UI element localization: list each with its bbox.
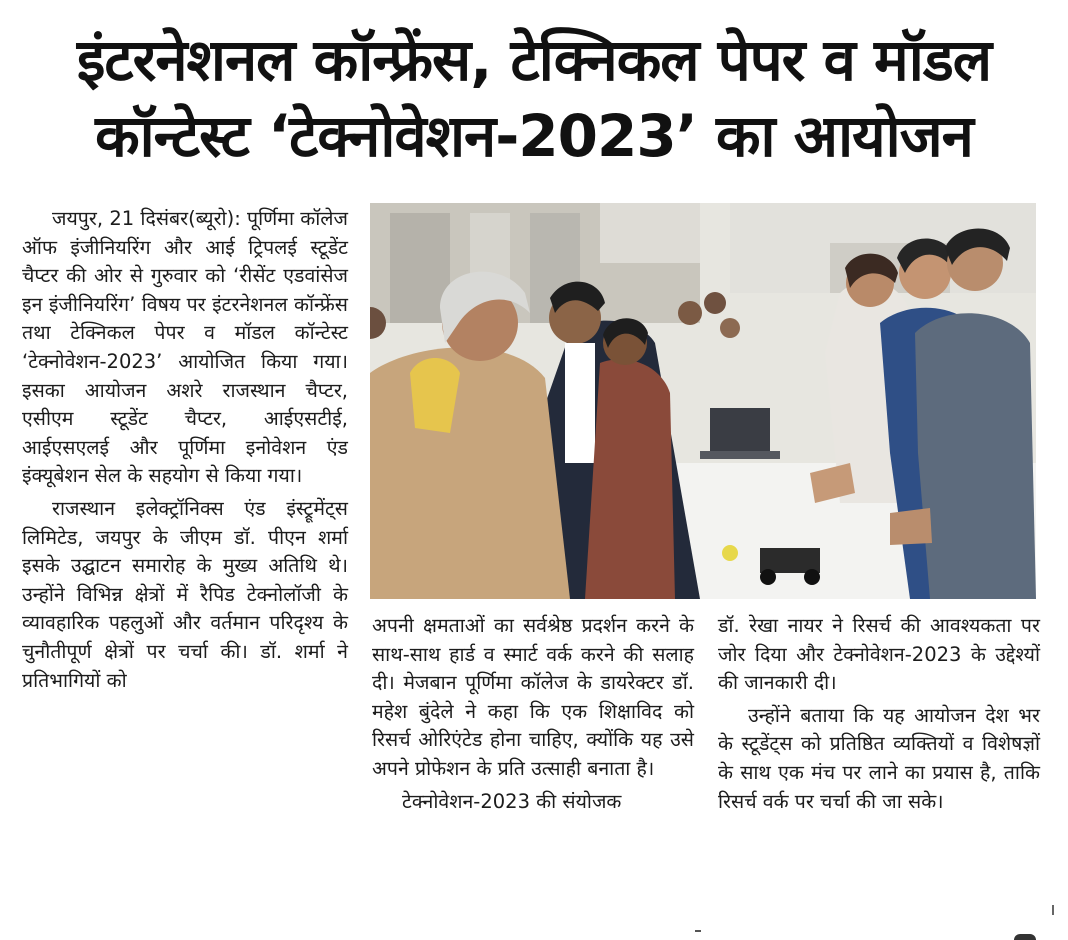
headline [0, 22, 1068, 174]
column-rule [1052, 905, 1054, 915]
headline-line-1: इंटरनेशनल कॉन्फ्रेंस, टेक्निकल पेपर व मॉडल [76, 26, 992, 94]
corner-mark [1014, 934, 1036, 940]
article-paragraph: राजस्थान इलेक्ट्रॉनिक्स एंड इंस्ट्रूमेंट्स लिमिटेड, जयपुर के जीएम डॉ. पीएन शर्मा इसके उद्घाटन समारोह के मुख्य अतिथि थे। उन्होंने विभिन्न क्षेत्रों में रैपिड टेक्नोलॉजी के व्यावहारिक पहलुओं और वर्तमान परिदृश्य के चुनौतीपूर्ण क्षेत्रों पर चर्चा की। डॉ. शर्मा ने प्रतिभागियों को [22, 496, 348, 692]
headline-line-2: कॉन्टेस्ट ‘टेक्नोवेशन-2023’ का आयोजन [95, 102, 973, 170]
page-mark [695, 930, 701, 932]
article-paragraph: डॉ. रेखा नायर ने रिसर्च की आवश्यकता पर जोर दिया और टेक्नोवेशन-2023 के उद्देश्यों की जानकारी दी। [718, 614, 1040, 695]
event-photo-illustration [370, 203, 1036, 599]
article-column-3 [718, 612, 1040, 816]
article-column-2 [372, 612, 694, 816]
event-photo [370, 203, 1036, 599]
article-paragraph: उन्होंने बताया कि यह आयोजन देश भर के स्टूडेंट्स को प्रतिष्ठित व्यक्तियों व विशेषज्ञों के साथ एक मंच पर लाने का प्रयास है, ताकि रिसर्च वर्क पर चर्चा की जा सके। [718, 703, 1040, 813]
article-paragraph: टेक्नोवेशन-2023 की संयोजक [402, 789, 622, 813]
article-column-1 [22, 205, 348, 695]
article-paragraph: जयपुर, 21 दिसंबर(ब्यूरो): पूर्णिमा कॉलेज ऑफ इंजीनियरिंग और आई ट्रिपलई स्टूडेंट चैप्टर की ओर से गुरुवार को ‘रीसेंट एडवांसेज इन इंजीनियरिंग’ विषय पर इंटरनेशनल कॉन्फ्रेंस तथा टेक्निकल पेपर व मॉडल कॉन्टेस्ट ‘टेक्नोवेशन-2023’ आयोजित किया गया। इसका आयोजन अशरे राजस्थान चैप्टर, एसीएम स्टूडेंट चैप्टर, आईएसटीई, आईएसएलई और पूर्णिमा इनोवेशन एंड इंक्यूबेशन सेल के सहयोग से किया गया। [22, 207, 348, 488]
article-paragraph: अपनी क्षमताओं का सर्वश्रेष्ठ प्रदर्शन करने के साथ-साथ हार्ड व स्मार्ट वर्क करने की सलाह दी। मेजबान पूर्णिमा कॉलेज के डायरेक्टर डॉ. महेश बुंदेले ने कहा कि एक शिक्षाविद को रिसर्च ओरिएंटेड होना चाहिए, क्योंकि यह उसे अपने प्रोफेशन के प्रति उत्साही बनाता है। [372, 614, 694, 780]
